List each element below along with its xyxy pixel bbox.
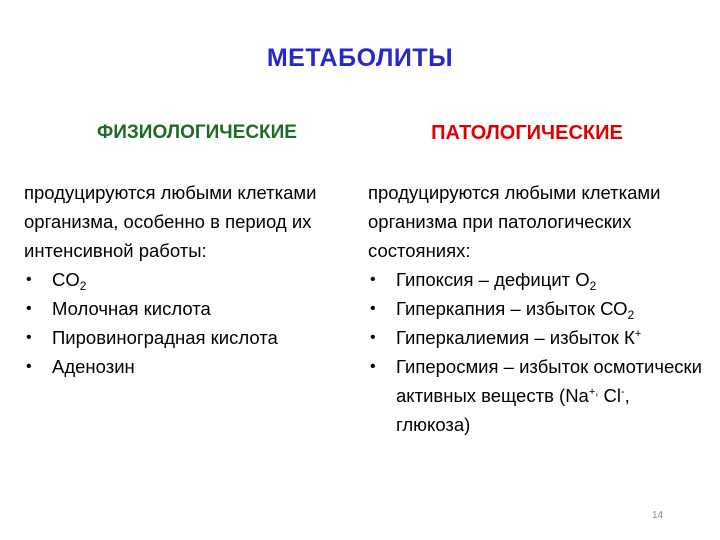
physiological-list (24, 265, 356, 381)
physiological-column (24, 178, 356, 381)
list-item-adenosine (24, 352, 356, 381)
list-item-co2 (24, 265, 356, 294)
co2-subscript: 2 (79, 279, 87, 293)
pathological-intro: продуцируются любыми клетками организма при патологических состояниях: (368, 182, 661, 261)
hypercapnia-label: Гиперкапния – избыток СО (396, 298, 628, 319)
bullet-icon: • (370, 358, 376, 375)
bullet-icon: • (370, 329, 376, 346)
pyruvic-acid-label: Пировиноградная кислота (52, 327, 278, 348)
list-item-hypoxia (368, 265, 708, 294)
page-number: 14 (652, 510, 664, 521)
list-item-pyruvic-acid (24, 323, 356, 352)
lactic-acid-label: Молочная кислота (52, 298, 211, 319)
adenosine-label: Аденозин (52, 356, 135, 377)
list-item-hyperosmia (368, 352, 708, 439)
bullet-icon: • (370, 271, 376, 288)
co2-label: CO (52, 269, 80, 290)
hyperosmia-label: Гиперосмия – избыток осмотически активных веществ (Na (396, 356, 702, 406)
k-superscript: + (634, 328, 642, 340)
physiological-intro: продуцируются любыми клетками организма, особенно в период их интенсивной работы: (24, 182, 317, 261)
pathological-list (368, 265, 708, 439)
bullet-icon: • (26, 271, 32, 288)
co2-subscript: 2 (627, 308, 635, 322)
pathological-column (368, 178, 708, 439)
o2-subscript: 2 (589, 279, 597, 293)
na-superscript: +, (588, 386, 599, 398)
bullet-icon: • (26, 358, 32, 375)
list-item-hypercapnia (368, 294, 708, 323)
physiological-heading: ФИЗИОЛОГИЧЕСКИЕ (97, 122, 297, 143)
slide-title: МЕТАБОЛИТЫ (266, 44, 454, 72)
bullet-icon: • (26, 329, 32, 346)
hypoxia-label: Гипоксия – дефицит О (396, 269, 590, 290)
cl-superscript: - (620, 386, 625, 398)
bullet-icon: • (370, 300, 376, 317)
list-item-lactic-acid (24, 294, 356, 323)
bullet-icon: • (26, 300, 32, 317)
glucose-label: , глюкоза) (396, 385, 630, 435)
cl-label: Cl (598, 385, 621, 406)
hyperkalemia-label: Гиперкалиемия – избыток К (396, 327, 635, 348)
pathological-heading: ПАТОЛОГИЧЕСКИЕ (431, 122, 623, 144)
list-item-hyperkalemia (368, 323, 708, 352)
